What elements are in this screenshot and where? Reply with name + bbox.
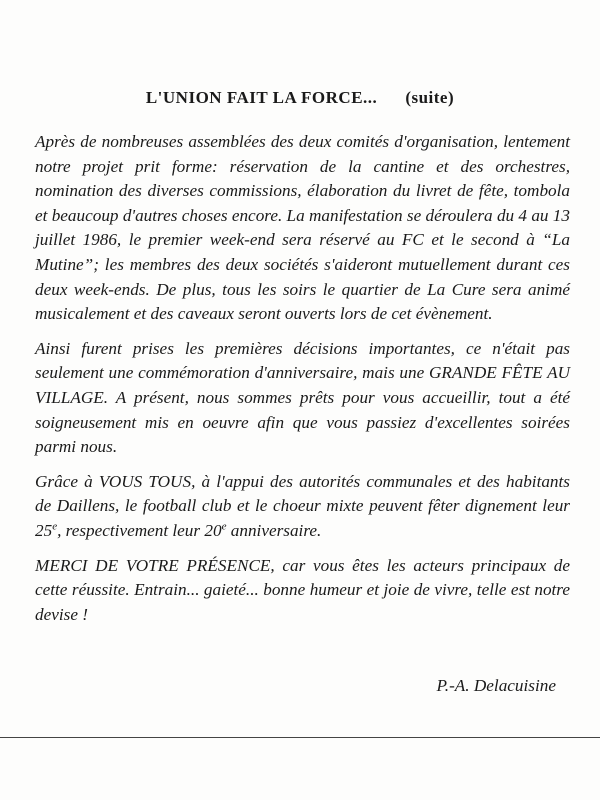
paragraph-3	[35, 470, 570, 544]
paragraph-3-middle: , respectivement leur 20	[57, 520, 222, 540]
paragraph-1: Après de nombreuses assemblées des deux comités d'organisation, lentement notre projet prit forme: réservation de la cantine et des orchestres, nomination des diverses commissions, élaboration du livret de fête, tombola et beaucoup d'autres choses encore. La manifestation se déroulera du 4 au 13 juillet 1986, le premier week-end sera réservé au FC et le second à “La Mutine”; les membres des deux sociétés s'aideront mutuellement durant ces deux week-ends. De plus, tous les soirs le quartier de La Cure sera animé musicalement et des caveaux seront ouverts lors de cet évènement.	[35, 132, 570, 324]
paragraph-3-after: anniversaire.	[226, 520, 322, 540]
title-text: L'UNION FAIT LA FORCE...	[145, 88, 378, 107]
divider-line	[0, 737, 600, 738]
article-body	[35, 130, 570, 637]
superscript-2: e	[221, 520, 227, 533]
paragraph-2: Ainsi furent prises les premières décisions importantes, ce n'était pas seulement une commémoration d'anniversaire, mais une GRANDE FÊTE AU VILLAGE. A présent, nous sommes prêts pour vous accueillir, tout a été soigneusement mis en oeuvre afin que vous passiez d'excellentes soirées parmi nous.	[35, 338, 570, 457]
paragraph-3-before: Grâce à VOUS TOUS, à l'appui des autorités communales et des habitants de Daillens, le football club et le choeur mixte peuvent fêter dignement leur 25	[35, 471, 570, 540]
signature: P.-A. Delacuisine	[436, 676, 556, 695]
paragraph-4: MERCI DE VOTRE PRÉSENCE, car vous êtes les acteurs principaux de cette réussite. Entrain... gaieté... bonne humeur et joie de vivre, telle est notre devise !	[35, 555, 570, 624]
page-title	[0, 88, 600, 108]
superscript-1: e	[52, 520, 58, 533]
title-suite: (suite)	[405, 88, 455, 107]
